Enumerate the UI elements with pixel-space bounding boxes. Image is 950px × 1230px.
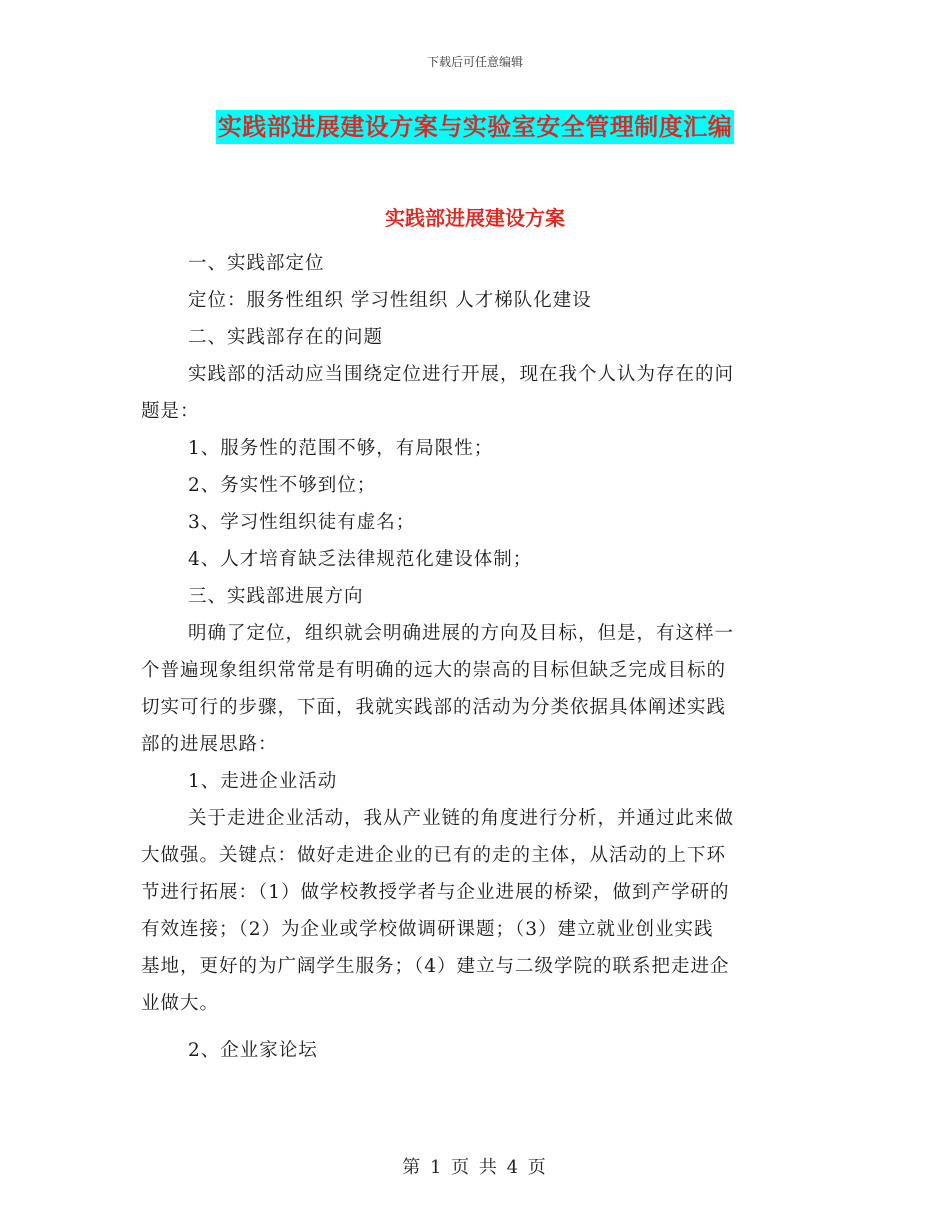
paragraph-line: 实践部的活动应当围绕定位进行开展，现在我个人认为存在的问 — [188, 364, 735, 385]
list-item: 2、务实性不够到位； — [188, 475, 377, 496]
paragraph-line: 业做大。 — [141, 993, 220, 1014]
section-heading-1: 一、实践部定位 — [188, 253, 325, 274]
sub-heading: 2、企业家论坛 — [188, 1040, 318, 1061]
paragraph-line: 定位：服务性组织 学习性组织 人才梯队化建设 — [188, 290, 592, 311]
body-text — [141, 245, 805, 1069]
paragraph-line: 基地，更好的为广阔学生服务；（4）建立与二级学院的联系把走进企 — [141, 956, 730, 977]
sub-heading: 1、走进企业活动 — [188, 771, 338, 792]
paragraph-line: 切实可行的步骤，下面，我就实践部的活动为分类依据具体阐述实践 — [141, 697, 727, 718]
main-title: 实践部进展建设方案与实验室安全管理制度汇编 — [216, 110, 735, 144]
page-footer: 第 1 页 共 4 页 — [402, 1157, 548, 1178]
paragraph-line: 个普遍现象组织常常是有明确的远大的崇高的目标但缺乏完成目标的 — [141, 660, 727, 681]
paragraph-line: 关于走进企业活动，我从产业链的角度进行分析，并通过此来做 — [188, 808, 735, 829]
sub-title: 实践部进展建设方案 — [385, 206, 565, 230]
paragraph-line: 大做强。关键点：做好走进企业的已有的走的主体，从活动的上下环 — [141, 845, 727, 866]
list-item: 1、服务性的范围不够，有局限性； — [188, 438, 494, 459]
paragraph-line: 部的进展思路： — [141, 734, 278, 755]
section-heading-2: 二、实践部存在的问题 — [188, 327, 384, 348]
header-note: 下载后可任意编辑 — [426, 55, 523, 69]
paragraph-line: 有效连接；（2）为企业或学校做调研课题；（3）建立就业创业实践 — [141, 919, 714, 940]
main-title-wrap — [0, 110, 950, 144]
paragraph-line: 节进行拓展：（1）做学校教授学者与企业进展的桥梁，做到产学研的 — [141, 882, 730, 903]
section-heading-3: 三、实践部进展方向 — [188, 586, 364, 607]
paragraph-line: 明确了定位，组织就会明确进展的方向及目标，但是，有这样一 — [188, 623, 735, 644]
paragraph-line: 题是： — [141, 401, 200, 422]
list-item: 3、学习性组织徒有虚名； — [188, 512, 416, 533]
list-item: 4、人才培育缺乏法律规范化建设体制； — [188, 549, 533, 570]
